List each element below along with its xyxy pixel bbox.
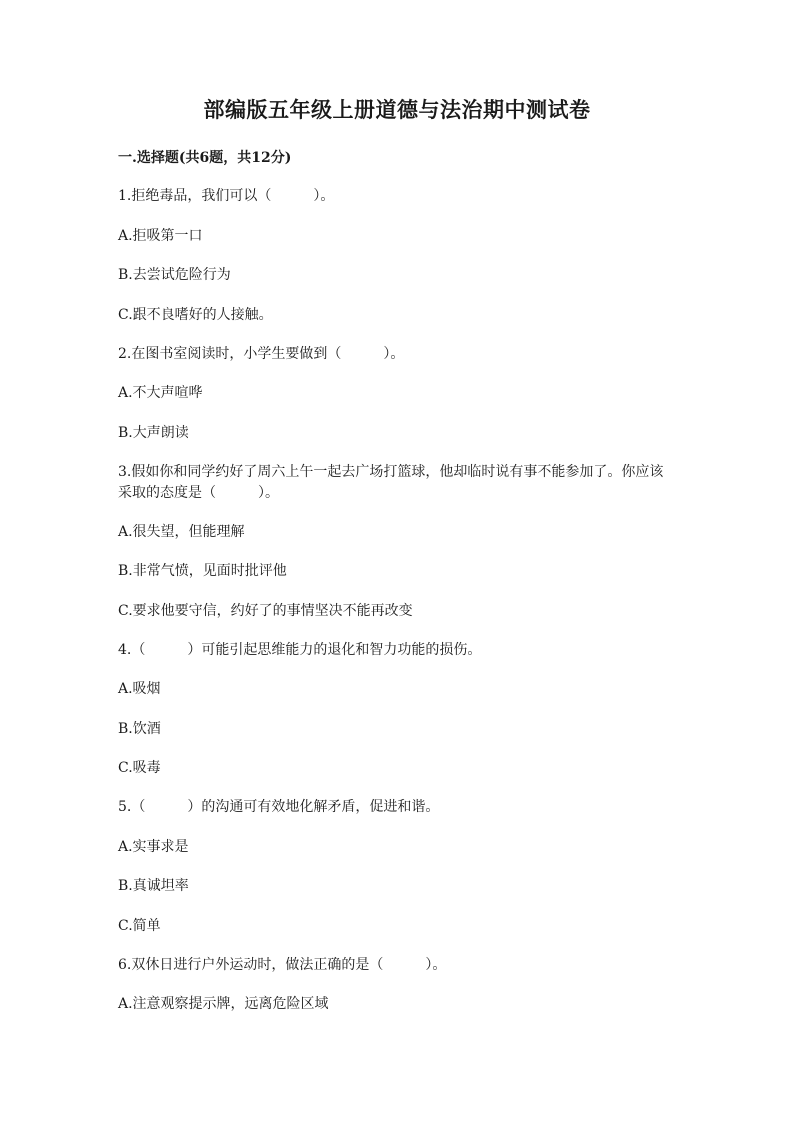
question-2-stem: 2.在图书室阅读时，小学生要做到（ ）。 <box>118 346 405 362</box>
question-2-option-b: B.大声朗读 <box>118 425 189 441</box>
question-3-option-a: A.很失望，但能理解 <box>118 524 245 540</box>
section-heading: 一.选择题(共6题，共12分) <box>118 150 292 166</box>
question-5-option-c: C.简单 <box>118 918 161 934</box>
question-1-stem: 1.拒绝毒品，我们可以（ ）。 <box>118 188 335 204</box>
question-4-option-b: B.饮酒 <box>118 721 161 737</box>
question-3-stem: 3.假如你和同学约好了周六上午一起去广场打篮球，他却临时说有事不能参加了。你应该采取的态度是（ ）。 <box>118 464 664 501</box>
question-3-option-c: C.要求他要守信，约好了的事情坚决不能再改变 <box>118 603 413 619</box>
question-1-option-b: B.去尝试危险行为 <box>118 267 231 283</box>
question-6-option-a: A.注意观察提示牌，远离危险区域 <box>118 996 329 1012</box>
question-1-option-c: C.跟不良嗜好的人接触。 <box>118 307 273 323</box>
question-1-option-a: A.拒吸第一口 <box>118 228 203 244</box>
question-6-stem: 6.双休日进行户外运动时，做法正确的是（ ）。 <box>118 957 447 973</box>
question-2-option-a: A.不大声喧哗 <box>118 385 203 401</box>
question-3-option-b: B.非常气愤，见面时批评他 <box>118 563 287 579</box>
question-4-option-c: C.吸毒 <box>118 760 161 776</box>
question-5-option-b: B.真诚坦率 <box>118 878 189 894</box>
question-4-option-a: A.吸烟 <box>118 681 161 697</box>
question-5-stem: 5.（ ）的沟通可有效地化解矛盾，促进和谐。 <box>118 799 440 815</box>
page-title: 部编版五年级上册道德与法治期中测试卷 <box>203 97 591 122</box>
question-5-option-a: A.实事求是 <box>118 839 189 855</box>
question-4-stem: 4.（ ）可能引起思维能力的退化和智力功能的损伤。 <box>118 642 482 658</box>
